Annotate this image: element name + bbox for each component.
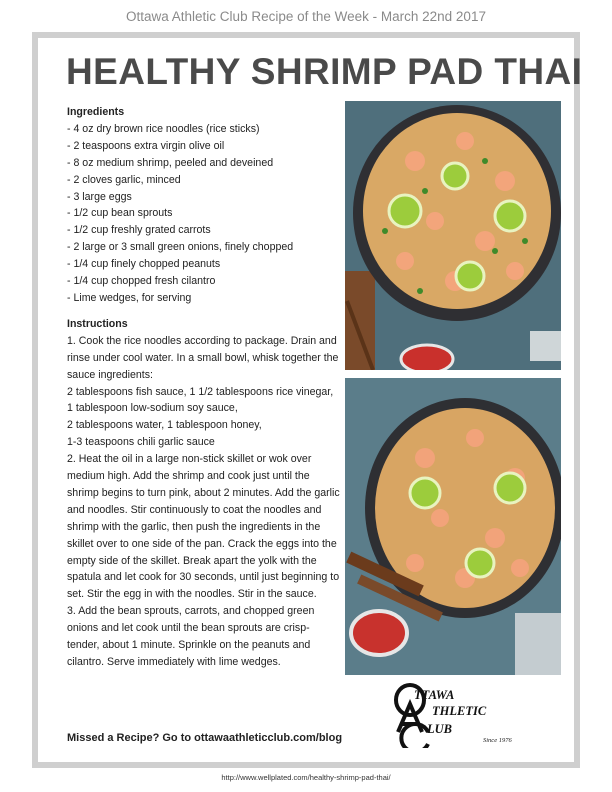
instruction-paragraph: 3. Add the bean sprouts, carrots, and chopped green onions and let cook until the bean sprouts are crisp-tender, about 1 minute. Sprinkle on the peanuts and cilantro. Serve immediately with lime wedges. [67,605,315,668]
ingredient-item: - 3 large eggs [67,190,132,203]
ingredient-item: - 4 oz dry brown rice noodles (rice sticks) [67,122,260,135]
instruction-paragraph: 2 tablespoons water, 1 tablespoon honey, [67,419,262,432]
logo-since: Since 1976 [483,737,512,744]
ingredient-item: - 1/2 cup bean sprouts [67,207,173,220]
ingredient-item: - 2 large or 3 small green onions, finely chopped [67,241,294,254]
instruction-paragraph: 2. Heat the oil in a large non-stick skillet or wok over medium high. Add the shrimp and cook just until the shrimp begins to turn pink, about 2 minutes. Add the garlic and noodles. Stir continuously to coat the noodles and shrimp with the garlic, then push the ingredients in the skillet over to one side of the pan. Crack the eggs into the empty side of the skillet. Break apart the yolk with the spatula and let cook for 30 seconds, until just beginning to set. Stir the egg in with the noodles. Stir in the sauce. [67,453,340,601]
instruction-paragraph: 1. Cook the rice noodles according to package. Drain and rinse under cool water. In a small bowl, whisk together the sauce ingredients: [67,334,339,381]
ingredient-item: - 1/2 cup freshly grated carrots [67,224,211,237]
instructions-heading: Instructions [67,317,128,330]
ingredients-heading: Ingredients [67,106,125,118]
ingredient-item: - Lime wedges, for serving [67,291,192,304]
pad-thai-photo-top [345,101,561,370]
ingredient-item: - 1/4 cup finely chopped peanuts [67,258,221,271]
ottawa-athletic-club-logo [388,682,518,754]
instruction-paragraph: 1-3 teaspoons chili garlic sauce [67,436,215,449]
pad-thai-photo-bottom [345,378,561,675]
logo-line-club: LUB [427,722,452,736]
source-url[interactable]: http://www.wellplated.com/healthy-shrimp-pad-thai/ [221,773,391,782]
logo-line-ottawa: TTAWA [414,688,455,702]
instruction-paragraph: 2 tablespoons fish sauce, 1 1/2 tablespoons rice vinegar, 1 tablespoon low-sodium soy sauce, [67,385,334,415]
ingredient-item: - 1/4 cup chopped fresh cilantro [67,275,216,288]
ingredient-item: - 8 oz medium shrimp, peeled and deveined [67,156,274,169]
recipe-of-week-header: Ottawa Athletic Club Recipe of the Week - March 22nd 2017 [126,9,486,24]
instructions-body [67,333,341,671]
recipe-text-column [67,104,341,671]
missed-recipe-link[interactable]: Missed a Recipe? Go to ottawaathleticclub.com/blog [67,732,343,744]
ingredient-item: - 2 teaspoons extra virgin olive oil [67,139,225,152]
recipe-card [32,32,583,768]
logo-line-athletic: THLETIC [432,704,487,718]
ingredient-item: - 2 cloves garlic, minced [67,173,181,186]
ingredients-list [67,121,341,307]
recipe-title: HEALTHY SHRIMP PAD THAI [66,51,583,92]
